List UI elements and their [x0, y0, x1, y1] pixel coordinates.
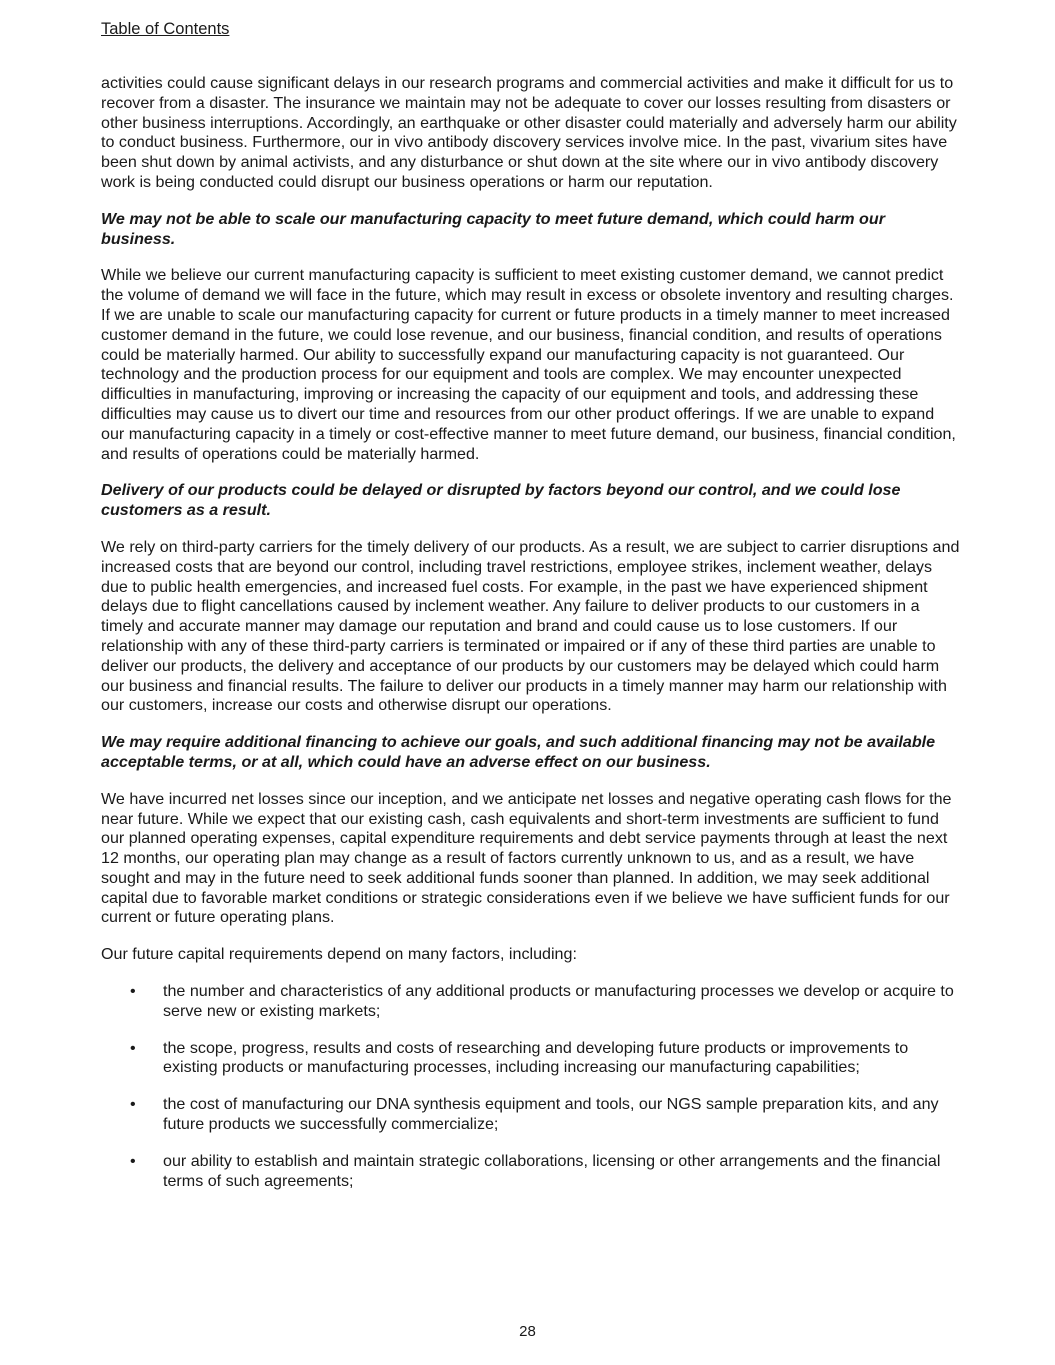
- risk-heading-delivery: Delivery of our products could be delayed or disrupted by factors beyond our control, and we could lose customers as a result.: [101, 481, 901, 520]
- list-item: [101, 982, 961, 1022]
- list-item-text: our ability to establish and maintain strategic collaborations, licensing or other arrangements and the financial terms of such agreements;: [163, 1151, 941, 1190]
- paragraph-financing: We have incurred net losses since our inception, and we anticipate net losses and negative operating cash flows for the near future. While we expect that our existing cash, cash equivalents and short-term investments are sufficient to fund our planned operating expenses, capital expenditure requirements and debt service payments through at least the next 12 months, our operating plan may change as a result of factors currently unknown to us, and as a result, we have sought and may in the future need to seek additional funds sooner than planned. In addition, we may seek additional capital due to favorable market conditions or strategic considerations even if we believe we have sufficient funds for our current or future operating plans.: [101, 789, 952, 927]
- risk-heading-manufacturing-capacity: We may not be able to scale our manufacturing capacity to meet future demand, which could harm our business.: [101, 209, 885, 248]
- list-item: [101, 1095, 961, 1135]
- bullet-icon: •: [130, 1151, 136, 1170]
- capital-requirements-list: [101, 982, 961, 1191]
- bullet-icon: •: [130, 1038, 136, 1057]
- paragraph-delivery: We rely on third-party carriers for the timely delivery of our products. As a result, we are subject to carrier disruptions and increased costs that are beyond our control, including travel restrictions, employee strikes, inclement weather, delays due to public health emergencies, and increased fuel costs. For example, in the past we have experienced shipment delays due to flight cancellations caused by inclement weather. Any failure to deliver products to our customers in a timely and accurate manner may damage our reputation and brand and could cause us to lose customers. If our relationship with any of these third-party carriers is terminated or impaired or if any of these third parties are unable to deliver our products, the delivery and acceptance of our products by our customers may be delayed which could harm our business and financial results. The failure to deliver our products in a timely manner may harm our relationship with our customers, increase our costs and otherwise disrupt our operations.: [101, 537, 960, 715]
- list-item: [101, 1152, 961, 1192]
- risk-heading-financing: We may require additional financing to achieve our goals, and such additional financing may not be available acceptable terms, or at all, which could have an adverse effect on our business.: [101, 733, 936, 771]
- paragraph-manufacturing-capacity: While we believe our current manufacturing capacity is sufficient to meet existing customer demand, we cannot predict the volume of demand we will face in the future, which may result in excess or obsolete inventory and resulting charges. If we are unable to scale our manufacturing capacity for current or future products in a timely manner to meet increased customer demand in the future, we could lose revenue, and our business, financial condition, and results of operations could be materially harmed. Our ability to successfully expand our manufacturing capacity is not guaranteed. Our technology and the production process for our equipment and tools are complex. We may encounter unexpected difficulties in manufacturing, improving or increasing the capacity of our equipment and tools, and addressing these difficulties may cause us to divert our time and resources from our other product offerings. If we are unable to expand our manufacturing capacity in a timely or cost-effective manner to meet future demand, our business, financial condition, and results of operations could be materially harmed.: [101, 266, 956, 463]
- paragraph-capital-requirements-intro: Our future capital requirements depend on many factors, including:: [101, 945, 577, 964]
- list-item-text: the number and characteristics of any additional products or manufacturing processes we develop or acquire to serve new or existing markets;: [163, 982, 954, 1020]
- document-body: [101, 74, 961, 1208]
- paragraph-disaster-risk: activities could cause significant delays in our research programs and commercial activities and make it difficult for us to recover from a disaster. The insurance we maintain may not be adequate to cover our losses resulting from disasters or other business interruptions. Accordingly, an earthquake or other disaster could materially and adversely harm our ability to conduct business. Furthermore, our in vivo antibody discovery services involve mice. In the past, vivarium sites have been shut down by animal activists, and any disturbance or shut down at the site where our in vivo antibody discovery work is being conducted could disrupt our business operations or harm our reputation.: [101, 74, 957, 191]
- list-item-text: the cost of manufacturing our DNA synthesis equipment and tools, our NGS sample preparation kits, and any future products we successfully commercialize;: [163, 1095, 939, 1134]
- table-of-contents-link[interactable]: Table of Contents: [101, 20, 230, 38]
- bullet-icon: •: [130, 982, 136, 1001]
- bullet-icon: •: [130, 1095, 136, 1114]
- page-number: 28: [519, 1323, 536, 1340]
- list-item-text: the scope, progress, results and costs of researching and developing future products or improvements to existing products or manufacturing processes, including increasing our manufacturing capabilities;: [163, 1038, 909, 1077]
- list-item: [101, 1039, 961, 1079]
